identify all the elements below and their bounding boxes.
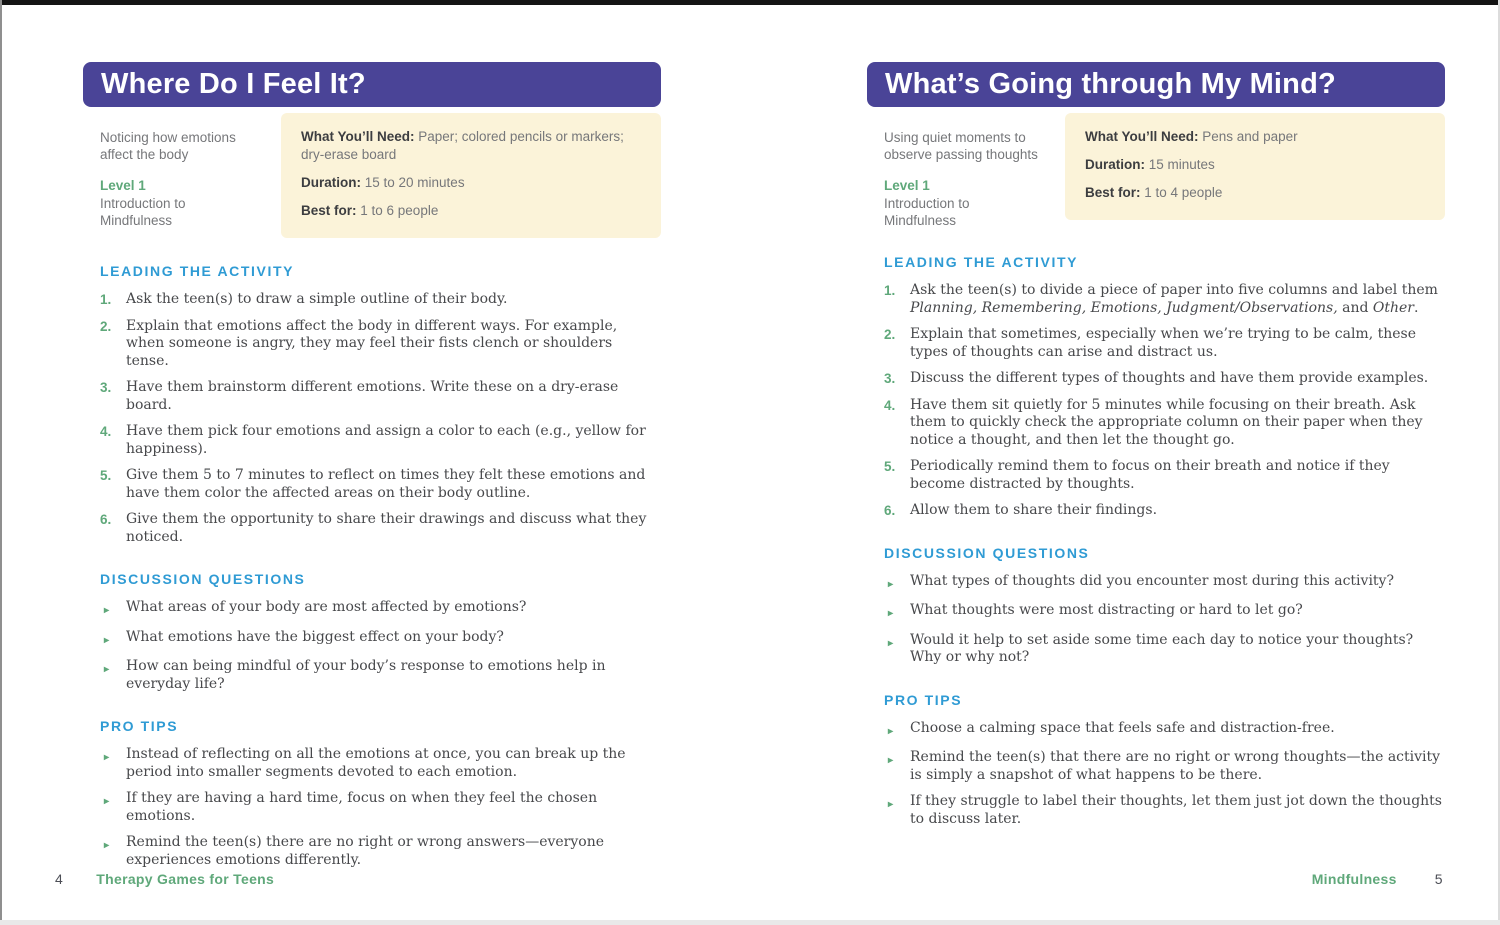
list-item (884, 602, 1443, 623)
list-item (100, 291, 659, 309)
list-item (100, 834, 659, 869)
list-item (100, 511, 659, 546)
item-text: Remind the teen(s) that there are no right or wrong thoughts—the activity is simply a snapshot of what happens to be there. (910, 749, 1441, 783)
scan-edge-bottom (0, 920, 1500, 925)
chapter-title: Mindfulness (1311, 871, 1397, 887)
item-number: 5. (100, 468, 112, 483)
activity-subtitle: Noticing how emotions affect the body (100, 130, 236, 162)
info-row (1085, 184, 1425, 202)
item-number: 1. (100, 292, 112, 307)
activity-sidebar (83, 113, 281, 229)
activity-subtitle: Using quiet moments to observe passing thoughts (884, 130, 1038, 162)
book-title: Therapy Games for Teens (96, 871, 275, 887)
page-right (867, 62, 1445, 837)
level-description: Introduction to Mindfulness (100, 196, 186, 228)
info-row (1085, 156, 1425, 174)
title-banner (83, 62, 661, 107)
triangle-bullet-icon: ▸ (104, 796, 110, 807)
info-label: What You’ll Need: (301, 129, 415, 144)
list-item (884, 720, 1443, 741)
section-heading: DISCUSSION QUESTIONS (884, 544, 1090, 561)
list-item (884, 632, 1443, 667)
item-text: What types of thoughts did you encounter most during this activity? (910, 572, 1394, 589)
list-item (884, 326, 1443, 361)
item-number: 2. (100, 318, 112, 334)
materials-box (1065, 113, 1445, 220)
list-item (100, 379, 659, 414)
item-number: 2. (884, 327, 896, 342)
level-label: Level 1 (884, 178, 930, 193)
item-text: Have them pick four emotions and assign a color to each (e.g., yellow for happiness). (126, 423, 646, 457)
activity-sections (867, 254, 1445, 828)
list-item (100, 629, 659, 650)
info-label: Best for: (301, 203, 357, 218)
list-item (884, 458, 1443, 493)
list-item (100, 599, 659, 620)
triangle-bullet-icon: ▸ (888, 608, 894, 619)
bulleted-list (100, 599, 659, 693)
item-text: Remind the teen(s) there are no right or wrong answers—everyone experiences emotions differently. (126, 834, 605, 868)
triangle-bullet-icon: ▸ (888, 725, 894, 737)
triangle-bullet-icon: ▸ (888, 637, 894, 649)
triangle-bullet-icon: ▸ (104, 634, 110, 646)
section-heading: DISCUSSION QUESTIONS (100, 571, 306, 587)
page-number: 4 (55, 871, 64, 887)
list-item (884, 397, 1443, 450)
item-text: Periodically remind them to focus on their breath and notice if they become distracted by thoughts. (910, 458, 1390, 492)
list-item (884, 793, 1443, 828)
item-text: Have them brainstorm different emotions. Write these on a dry-erase board. (126, 379, 619, 413)
item-text: What emotions have the biggest effect on your body? (126, 628, 504, 645)
item-text: Ask the teen(s) to draw a simple outline of their body. (126, 291, 508, 307)
info-label: Duration: (301, 175, 361, 190)
item-text: Explain that emotions affect the body in different ways. For example, when someone is angry, they may feel their fists clench or shoulders tense. (126, 317, 618, 369)
list-item (884, 749, 1443, 784)
item-text: Give them 5 to 7 minutes to reflect on times they felt these emotions and have them color the affected areas on their body outline. (126, 467, 646, 501)
list-item (884, 573, 1443, 594)
item-number: 5. (884, 459, 896, 474)
item-text: How can being mindful of your body’s response to emotions help in everyday life? (126, 658, 606, 692)
bulleted-list (100, 746, 659, 869)
info-value: 15 minutes (1145, 157, 1215, 172)
item-number: 3. (100, 380, 112, 395)
item-number: 4. (884, 397, 896, 413)
activity-sections (83, 263, 661, 869)
item-number: 6. (884, 503, 896, 518)
page-left (83, 62, 661, 878)
footer-left (55, 871, 274, 887)
level-description: Introduction to Mindfulness (884, 196, 970, 228)
item-text: What areas of your body are most affected by emotions? (126, 599, 527, 615)
page-title: What’s Going through My Mind? (885, 68, 1336, 100)
list-item (100, 423, 659, 458)
bulleted-list (884, 720, 1443, 829)
item-text: If they are having a hard time, focus on when they feel the chosen emotions. (126, 790, 598, 824)
item-text: If they struggle to label their thoughts, let them just jot down the thoughts to discuss later. (910, 793, 1442, 827)
info-row (301, 128, 641, 164)
numbered-list (884, 282, 1443, 520)
item-text: Give them the opportunity to share their drawings and discuss what they noticed. (126, 511, 647, 545)
item-number: 3. (884, 371, 896, 386)
title-banner (867, 62, 1445, 107)
info-row (1085, 128, 1425, 146)
info-label: Best for: (1085, 185, 1141, 200)
footer-right (1312, 871, 1443, 887)
scan-edge-top (0, 0, 1500, 5)
list-item (100, 746, 659, 781)
item-text: Ask the teen(s) to divide a piece of paper into five columns and label them Planning, Remembering, Emotions, Judgment/Observations, and Other. (910, 282, 1438, 316)
item-number: 4. (100, 424, 112, 439)
info-value: Pens and paper (1198, 129, 1298, 144)
item-number: 1. (884, 283, 896, 298)
triangle-bullet-icon: ▸ (888, 755, 894, 766)
numbered-list (100, 291, 659, 546)
item-text: Would it help to set aside some time each day to notice your thoughts? Why or why not? (910, 631, 1414, 665)
info-row (301, 202, 641, 220)
list-item (100, 467, 659, 502)
item-text: Explain that sometimes, especially when we’re trying to be calm, these types of thoughts can arise and distract us. (910, 326, 1417, 360)
activity-info-row (867, 113, 1445, 229)
info-row (301, 174, 641, 192)
section-heading: PRO TIPS (100, 718, 179, 734)
triangle-bullet-icon: ▸ (888, 578, 894, 590)
item-text: Instead of reflecting on all the emotions at once, you can break up the period into smaller segments devoted to each emotion. (126, 746, 626, 780)
materials-box (281, 113, 661, 238)
triangle-bullet-icon: ▸ (888, 799, 894, 810)
info-value: 15 to 20 minutes (361, 175, 465, 190)
list-item (884, 282, 1443, 317)
list-item (100, 790, 659, 825)
info-label: Duration: (1085, 157, 1145, 172)
section-heading: LEADING THE ACTIVITY (884, 254, 1079, 270)
list-item (100, 658, 659, 693)
item-text: Discuss the different types of thoughts and have them provide examples. (910, 370, 1429, 386)
scan-edge-left (0, 0, 2, 925)
activity-info-row (83, 113, 661, 238)
section-heading: PRO TIPS (884, 691, 963, 708)
level-label: Level 1 (100, 178, 146, 193)
triangle-bullet-icon: ▸ (104, 840, 110, 851)
info-value: 1 to 4 people (1140, 185, 1223, 200)
list-item (884, 370, 1443, 388)
item-number: 6. (100, 512, 112, 527)
activity-sidebar (867, 113, 1065, 229)
item-text: What thoughts were most distracting or hard to let go? (910, 602, 1303, 618)
info-value: 1 to 6 people (356, 203, 439, 218)
page-title: Where Do I Feel It? (101, 68, 366, 100)
section-heading: LEADING THE ACTIVITY (100, 263, 295, 279)
info-label: What You’ll Need: (1085, 129, 1199, 144)
info-value: Paper; colored pencils or markers; dry-erase board (301, 129, 624, 162)
item-text: Have them sit quietly for 5 minutes while focusing on their breath. Ask them to quickly check the appropriate column on their paper when they notice a thought, and then let the thought go. (910, 396, 1423, 448)
triangle-bullet-icon: ▸ (104, 664, 110, 675)
list-item (100, 318, 659, 371)
page-number: 5 (1434, 871, 1443, 887)
list-item (884, 502, 1443, 520)
bulleted-list (884, 573, 1443, 667)
item-text: Choose a calming space that feels safe and distraction-free. (910, 719, 1335, 736)
item-text: Allow them to share their findings. (910, 502, 1158, 518)
triangle-bullet-icon: ▸ (104, 752, 110, 763)
triangle-bullet-icon: ▸ (104, 605, 110, 616)
